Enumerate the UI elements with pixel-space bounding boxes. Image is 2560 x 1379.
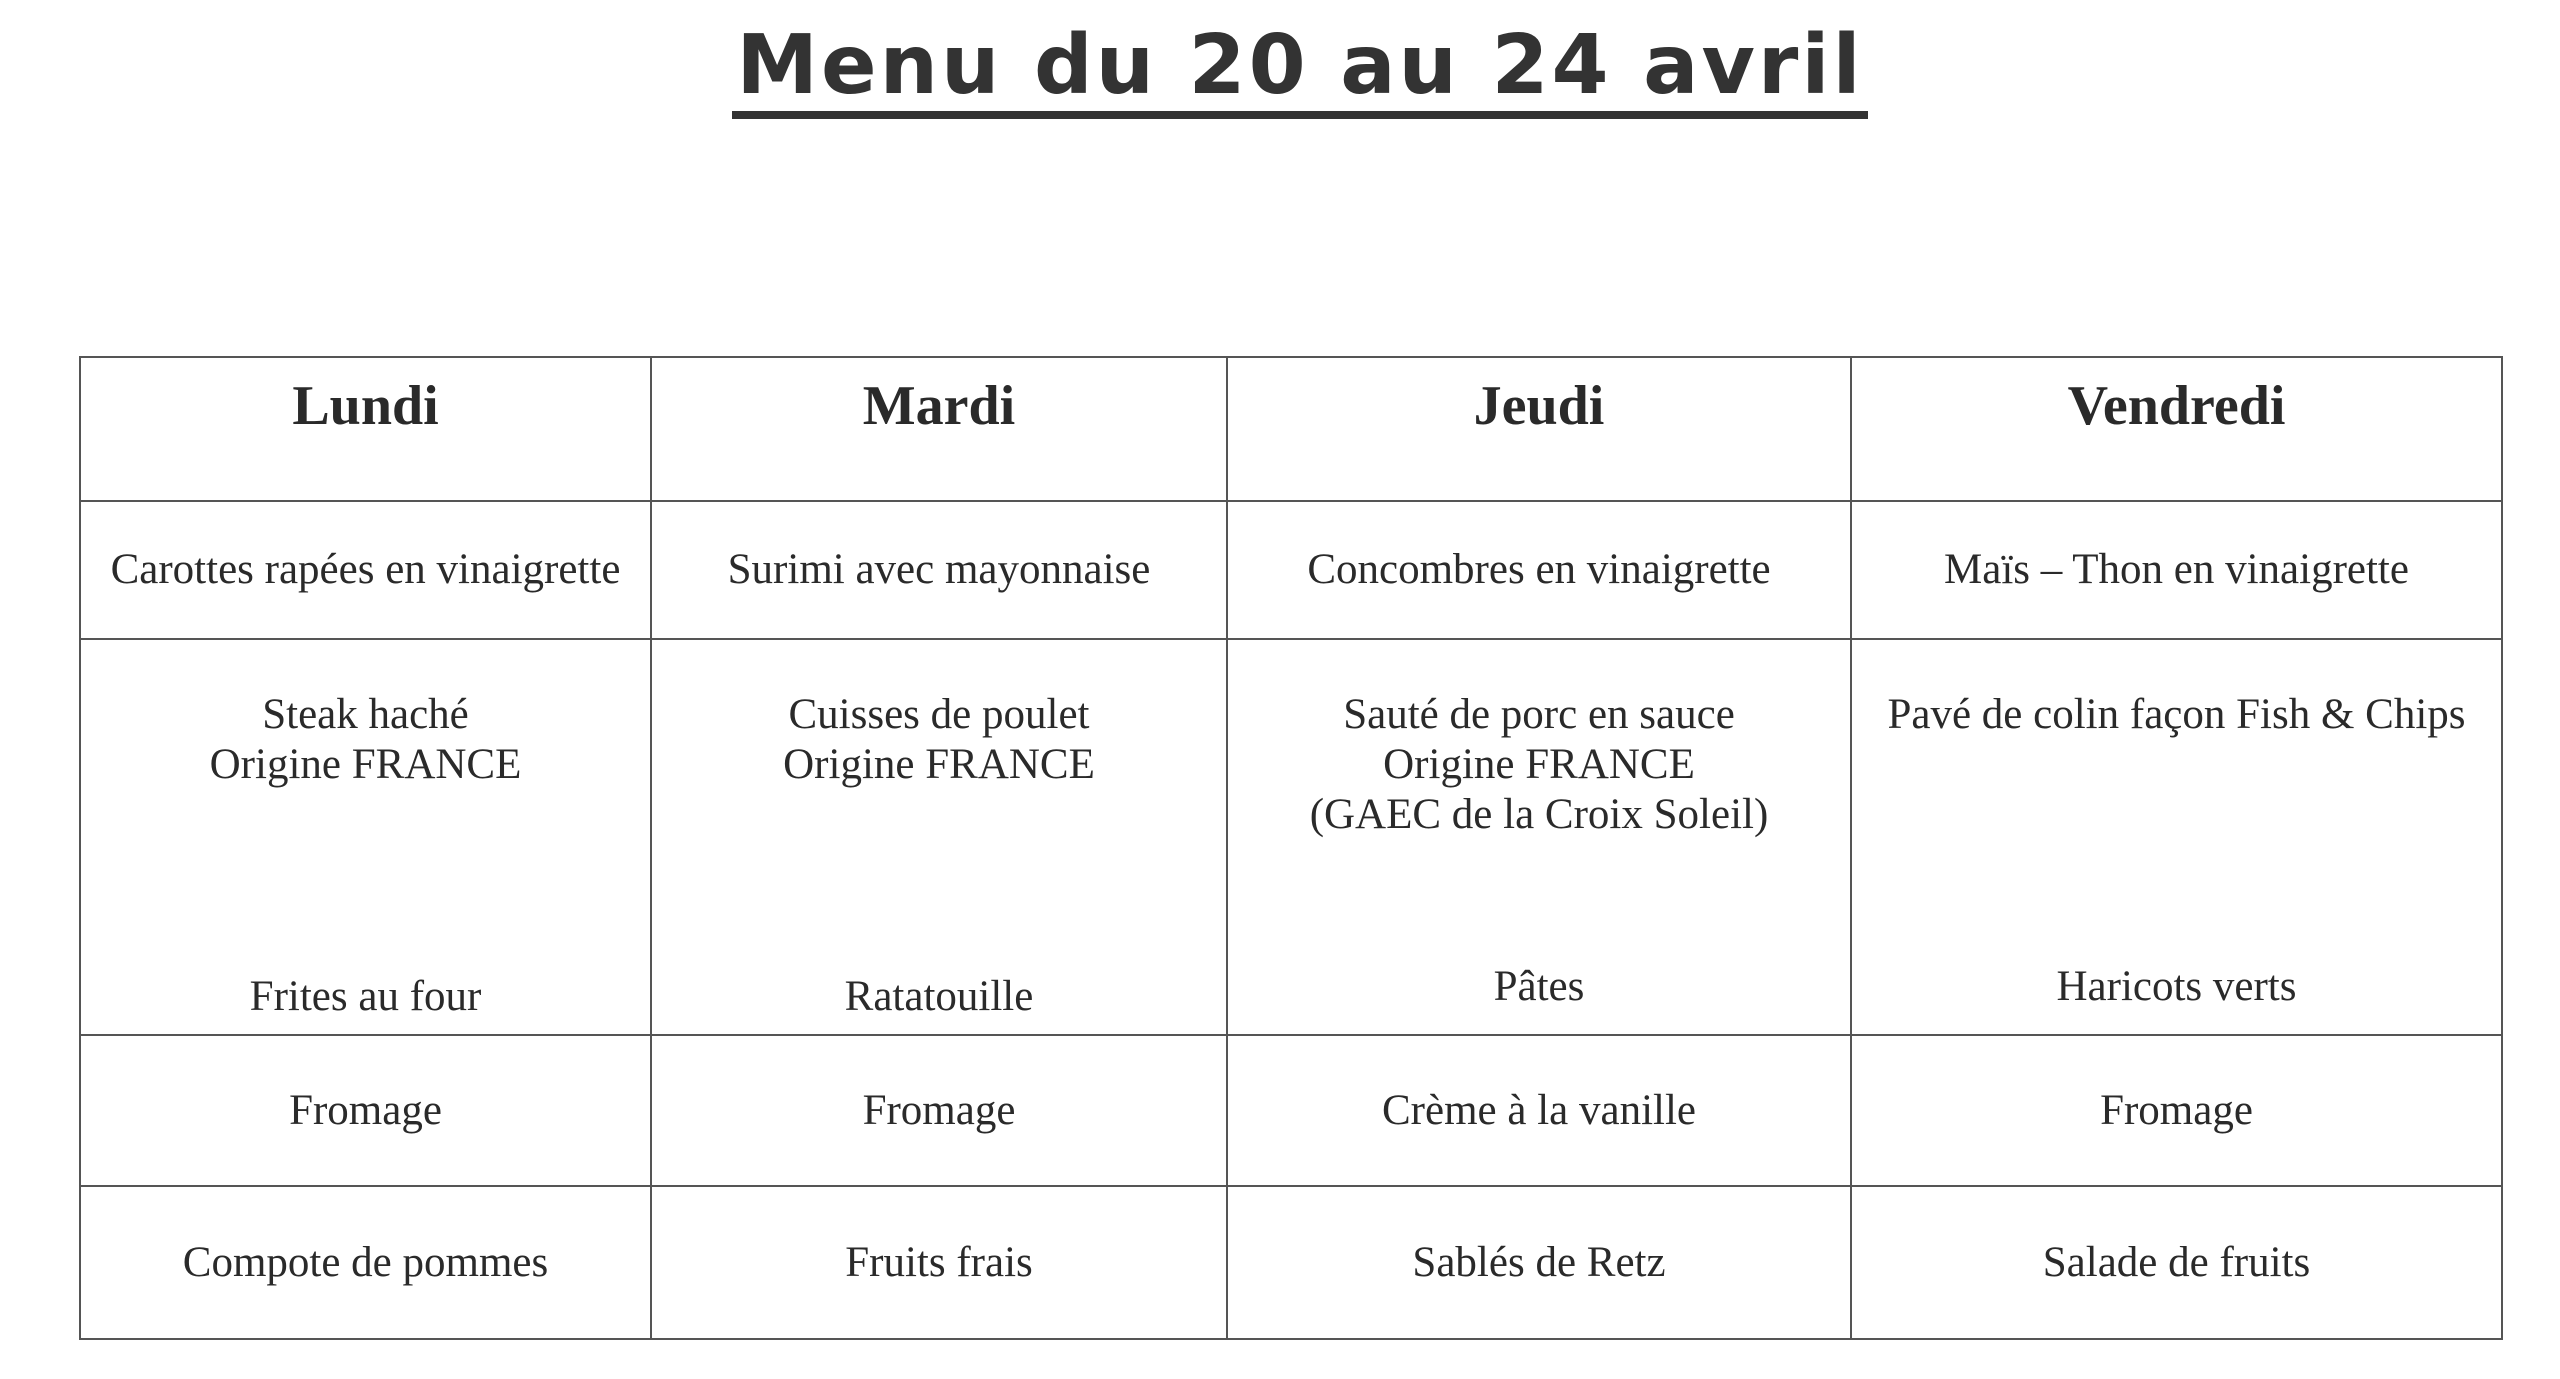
cheese-mardi: Fromage	[651, 1035, 1227, 1186]
side-dish-vendredi: Haricots verts	[2056, 963, 2297, 1010]
day-header-vendredi: Vendredi	[1851, 357, 2502, 501]
weekly-menu-table	[79, 356, 2503, 1340]
dessert-jeudi: Sablés de Retz	[1227, 1186, 1851, 1339]
cheese-lundi: Fromage	[80, 1035, 651, 1186]
dessert-vendredi: Salade de fruits	[1851, 1186, 2502, 1339]
main-course-jeudi	[1227, 639, 1851, 1035]
dessert-lundi: Compote de pommes	[80, 1186, 651, 1339]
cheese-row	[80, 1035, 2502, 1186]
side-dish-lundi: Frites au four	[249, 973, 482, 1020]
cheese-jeudi: Crème à la vanille	[1227, 1035, 1851, 1186]
main-line: Origine FRANCE	[209, 741, 522, 788]
main-line: Sauté de porc en sauce	[1343, 691, 1735, 738]
main-line: Steak haché	[262, 691, 469, 738]
entree-lundi: Carottes rapées en vinaigrette	[80, 501, 651, 639]
dessert-mardi: Fruits frais	[651, 1186, 1227, 1339]
side-dish-jeudi: Pâtes	[1493, 963, 1585, 1010]
entree-mardi: Surimi avec mayonnaise	[651, 501, 1227, 639]
main-line: Origine FRANCE	[1383, 741, 1695, 788]
main-line: (GAEC de la Croix Soleil)	[1309, 791, 1769, 838]
entree-jeudi: Concombres en vinaigrette	[1227, 501, 1851, 639]
page-title: Menu du 20 au 24 avril	[0, 18, 2560, 119]
day-header-mardi: Mardi	[651, 357, 1227, 501]
main-line: Origine FRANCE	[783, 741, 1095, 788]
day-header-row	[80, 357, 2502, 501]
main-course-vendredi	[1851, 639, 2502, 1035]
main-course-lundi	[80, 639, 651, 1035]
day-header-jeudi: Jeudi	[1227, 357, 1851, 501]
main-course-mardi	[651, 639, 1227, 1035]
main-line: Cuisses de poulet	[788, 691, 1090, 738]
main-line: Pavé de colin façon Fish & Chips	[1887, 691, 2466, 738]
entree-vendredi: Maïs – Thon en vinaigrette	[1851, 501, 2502, 639]
dessert-row	[80, 1186, 2502, 1339]
main-course-row	[80, 639, 2502, 1035]
entree-row	[80, 501, 2502, 639]
day-header-lundi: Lundi	[80, 357, 651, 501]
side-dish-mardi: Ratatouille	[844, 973, 1034, 1020]
cheese-vendredi: Fromage	[1851, 1035, 2502, 1186]
